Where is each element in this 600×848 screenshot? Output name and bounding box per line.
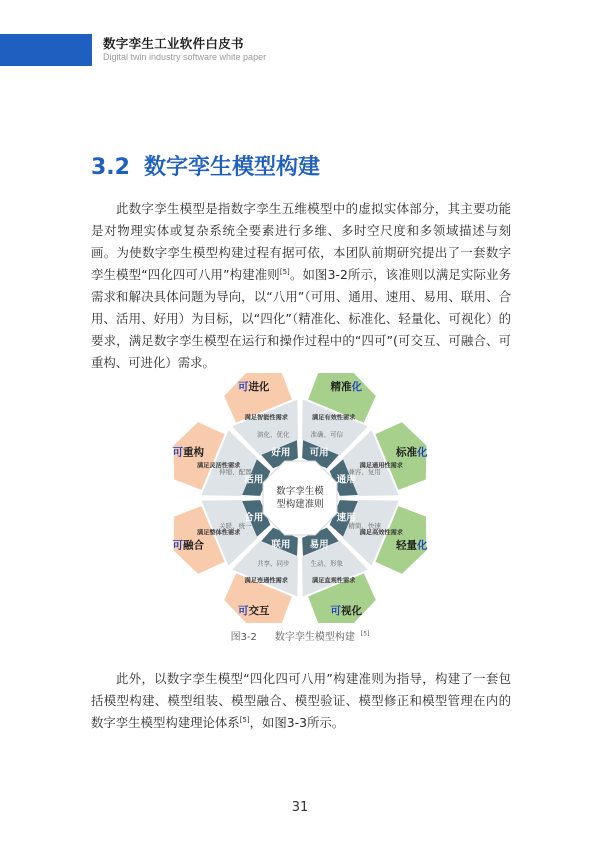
corner-main: 视化	[341, 604, 363, 617]
use-label: 易用	[309, 539, 329, 551]
corner-main: 进化	[248, 381, 270, 394]
corner-main: 交互	[248, 604, 270, 617]
section-title: 数字孪生模型构建	[143, 155, 320, 180]
corner-suffix: 化	[417, 539, 428, 552]
keyword-label: 精简、快速	[348, 521, 381, 530]
requirement-label: 满足智能性需求	[244, 414, 288, 422]
caption-text: 数字孪生模型构建 [5]	[274, 630, 370, 643]
corner-title	[331, 604, 363, 617]
paragraph-text: 。如图3-2所示，该准则以满足实际业务需求和解决具体问题为导向，以“八用”（可用、通用、速用、易用、联用、合用、活用、好用）为目标，以“四化”（精准化、标准化、轻量化、可视化）的要求，满足数字孪生模型在运行和操作过程中的“四可”(可交互、可融合、可重构、可进化）需求。	[91, 267, 511, 370]
requirement-label: 满足有效性需求	[312, 414, 356, 422]
section-number: 3.2	[91, 155, 130, 180]
corner-prefix: 可	[237, 604, 249, 617]
keyword-label: 兼容、复用	[348, 468, 381, 477]
requirement-label: 满足连通性需求	[244, 577, 288, 585]
requirement-label: 满足整体性需求	[197, 529, 241, 537]
citation-ref[interactable]: [5]	[360, 630, 370, 638]
corner-title	[172, 538, 204, 551]
use-label: 通用	[336, 474, 356, 486]
corner-main: 标准	[396, 446, 418, 459]
header-subtitle: Digital twin industry software white paper	[103, 52, 267, 62]
keyword-label: 伸缩、配置	[219, 468, 252, 477]
center-octagon	[263, 461, 337, 535]
paragraph-text: ，如图3-3所示。	[249, 715, 345, 730]
corner-main: 精准	[330, 381, 352, 394]
corner-title	[238, 604, 270, 617]
paragraph-text: 此数字孪生模型是指数字孪生五维模型中的虚拟实体部分，其主要功能是对物理实体或复杂系统全要素进行多维、多时空尺度和多领域描述与刻画。为使数字孪生模型构建过程有据可依，本团队前期研究提出了一套数字孪生模型“四化四可八用”构建准则	[91, 201, 511, 282]
center-label: 型构建准则	[276, 499, 324, 510]
use-label: 速用	[336, 512, 356, 524]
use-label: 好用	[271, 447, 291, 459]
corner-title	[395, 446, 428, 459]
corner-title	[330, 380, 363, 393]
corner-suffix: 化	[351, 381, 363, 394]
octagon-diagram	[168, 373, 432, 623]
keyword-label: 生动、形象	[310, 559, 344, 568]
use-label: 联用	[271, 539, 291, 551]
body-paragraph-1	[91, 198, 511, 374]
figure-modeling-criteria	[168, 373, 432, 623]
requirement-label: 满足高效性需求	[359, 529, 403, 537]
corner-prefix: 可	[330, 604, 342, 617]
body-paragraph-2	[91, 668, 511, 734]
use-label: 合用	[244, 512, 264, 524]
paragraph-text: 此外，以数字孪生模型“四化四可八用”构建准则为指导，构建了一套包括模型构建、模型组装、模型融合、模型验证、模型修正和模型管理在内的数字孪生模型构建理论体系	[91, 671, 511, 730]
corner-prefix: 可	[172, 539, 183, 552]
corner-prefix: 可	[172, 446, 183, 459]
page-number: 31	[291, 800, 309, 815]
keyword-label: 关联、统一	[219, 521, 252, 530]
header-title: 数字孪生工业软件白皮书	[103, 36, 244, 51]
use-label: 活用	[244, 474, 264, 486]
corner-main: 轻量	[396, 539, 418, 552]
keyword-label: 准确、可信	[310, 430, 344, 439]
caption-label: 图3-2	[230, 632, 257, 643]
corner-main: 重构	[182, 446, 204, 459]
figure-caption	[0, 628, 600, 643]
center-label: 数字孪生模	[276, 486, 324, 497]
corner-suffix: 化	[417, 446, 428, 459]
keyword-label: 共享、同步	[256, 559, 290, 568]
requirement-label: 满足直观性需求	[312, 577, 356, 585]
requirement-label: 满足通用性需求	[359, 462, 403, 470]
corner-title	[395, 538, 428, 551]
header-accent-bar	[0, 34, 92, 66]
citation-ref[interactable]: [5]	[279, 267, 290, 276]
corner-prefix: 可	[237, 381, 249, 394]
corner-main: 融合	[182, 539, 204, 552]
requirement-label: 满足灵活性需求	[197, 462, 241, 470]
section-heading	[91, 150, 320, 181]
corner-title	[172, 446, 204, 459]
keyword-label: 演化、优化	[256, 430, 290, 439]
use-label: 可用	[309, 447, 329, 459]
corner-title	[238, 380, 270, 393]
citation-ref[interactable]: [5]	[239, 715, 250, 724]
